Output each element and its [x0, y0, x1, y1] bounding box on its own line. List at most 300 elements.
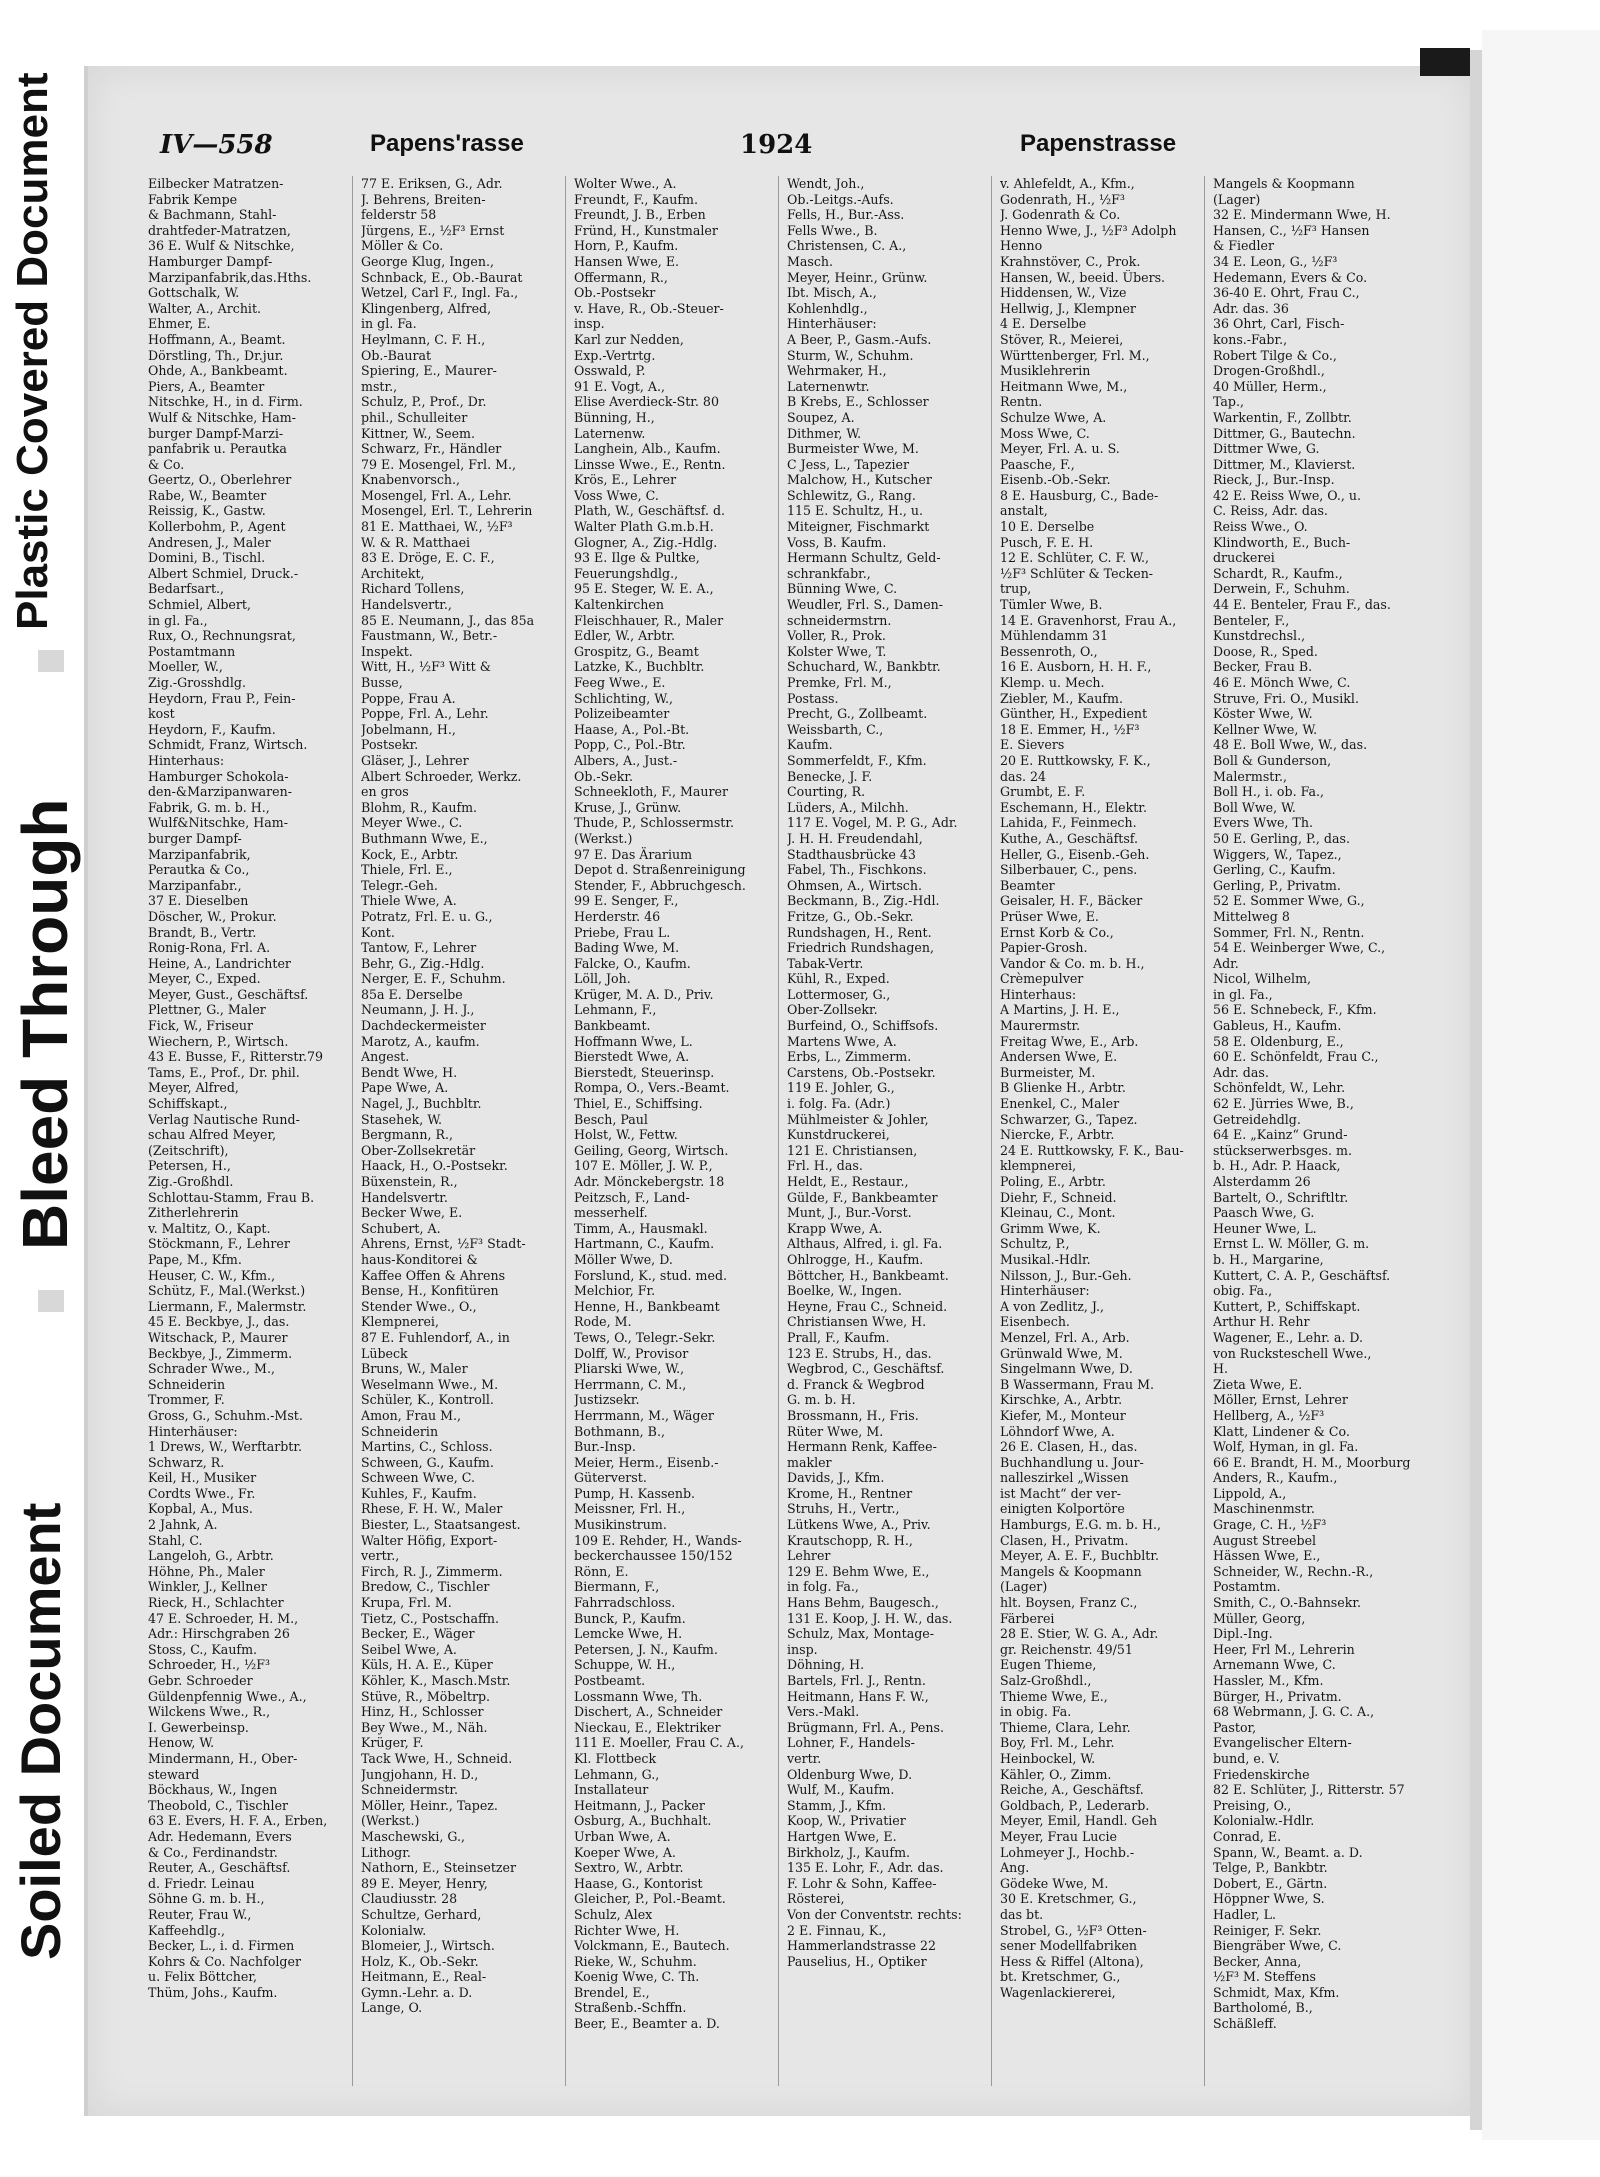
directory-entry-line: 111 E. Moeller, Frau C. A., — [574, 1735, 744, 1751]
directory-entry-line: Schrader Wwe., M., — [148, 1361, 275, 1377]
directory-entry-line: Christensen, C. A., — [787, 238, 907, 254]
directory-entry-line: Geertz, O., Oberlehrer — [148, 472, 292, 488]
directory-entry-line: Munt, J., Bur.-Vorst. — [787, 1205, 912, 1221]
directory-entry-line: Reuter, A., Geschäftsf. — [148, 1860, 291, 1876]
directory-entry-line: Heinbockel, W. — [1000, 1750, 1096, 1766]
directory-entry-line: Strobel, G., ½F³ Otten- — [1000, 1922, 1147, 1938]
directory-entry-line: Martens Wwe, A. — [787, 1033, 897, 1049]
directory-entry-line: Birkholz, J., Kaufm. — [787, 1844, 911, 1860]
directory-entry-line: Prall, F., Kaufm. — [787, 1329, 890, 1345]
directory-entry-line: Urban Wwe, A. — [574, 1828, 671, 1844]
directory-entry-line: Dittmer, G., Bautechn. — [1213, 425, 1356, 441]
directory-entry-line: Hellberg, A., ½F³ — [1213, 1407, 1325, 1423]
directory-entry-line: Krautschopp, R. H., — [787, 1532, 913, 1548]
directory-column-2 — [361, 176, 566, 2086]
page-spine-shadow — [1470, 50, 1482, 2130]
directory-entry-line: Zig.-Grosshdlg. — [148, 675, 246, 690]
directory-entry-line: Stöckmann, F., Lehrer — [148, 1236, 290, 1252]
directory-entry-line: Kittner, W., Seem. — [361, 425, 475, 441]
directory-entry-line: Krös, E., Lehrer — [574, 472, 677, 488]
directory-entry-line: 77 E. Eriksen, G., Adr. — [361, 176, 503, 191]
directory-entry-line: Musiklehrerin — [1000, 363, 1091, 379]
directory-entry-line: Ibt. Misch, A., — [787, 285, 877, 301]
directory-entry-line: Wiechern, P., Wirtsch. — [148, 1033, 289, 1049]
directory-entry-line: Crèmepulver — [1000, 971, 1084, 987]
directory-entry-line: Biester, L., Staatsangest. — [361, 1517, 521, 1533]
directory-entry-line: vertr. — [787, 1750, 822, 1766]
directory-entry-line: Thiel, E., Schiffsing. — [574, 1096, 703, 1112]
directory-entry-line: Hermann Schultz, Geld- — [787, 550, 941, 566]
directory-entry-line: Depot d. Straßenreinigung — [574, 862, 746, 878]
directory-entry-line: Ober-Zollsekretär — [361, 1142, 476, 1158]
directory-entry-line: Mosengel, Frl. A., Lehr. — [361, 487, 512, 503]
directory-entry-line: Boy, Frl. M., Lehr. — [1000, 1735, 1115, 1751]
directory-entry-line: Meyer, C., Exped. — [148, 971, 261, 987]
directory-entry-line: Papier-Grosh. — [1000, 940, 1088, 956]
directory-entry-line: Tews, O., Telegr.-Sekr. — [574, 1329, 716, 1345]
directory-entry-line: Sturm, W., Schuhm. — [787, 347, 914, 363]
directory-entry-line: 1 Drews, W., Werftarbtr. — [148, 1439, 302, 1455]
directory-entry-line: Seibel Wwe, A. — [361, 1641, 457, 1657]
directory-entry-line: Henno — [1000, 238, 1043, 254]
directory-entry-line: Moeller, W., — [148, 659, 223, 675]
directory-entry-line: beckerchaussee 150/152 — [574, 1548, 733, 1564]
directory-entry-line: Evers Wwe, Th. — [1213, 815, 1313, 831]
directory-entry-line: Warkentin, F., Zollbtr. — [1213, 409, 1352, 425]
directory-entry-line: Kellner Wwe, W. — [1213, 721, 1318, 737]
directory-column-5 — [1000, 176, 1205, 2086]
directory-entry-line: Dithmer, W. — [787, 425, 862, 441]
directory-entry-line: Nilsson, J., Bur.-Geh. — [1000, 1267, 1132, 1283]
directory-entry-line: burger Dampf- — [148, 830, 242, 846]
directory-entry-line: Postamtmann — [148, 643, 236, 659]
directory-entry-line: 135 E. Lohr, F., Adr. das. — [787, 1860, 944, 1876]
directory-entry-line: Firch, R. J., Zimmerm. — [361, 1563, 503, 1579]
directory-entry-line: kons.-Fabr., — [1213, 331, 1288, 347]
directory-entry-line: Osswald, P. — [574, 363, 646, 379]
directory-entry-line: Günther, H., Expedient — [1000, 706, 1148, 722]
directory-entry-line: Geiling, Georg, Wirtsch. — [574, 1142, 729, 1158]
directory-entry-line: Richard Tollens, — [361, 581, 465, 597]
directory-entry-line: Popp, C., Pol.-Btr. — [574, 737, 686, 753]
directory-entry-line: Adr. Hedemann, Evers — [148, 1828, 292, 1844]
directory-entry-line: Dolff, W., Provisor — [574, 1345, 689, 1361]
directory-entry-line: Böckhaus, W., Ingen — [148, 1782, 278, 1798]
directory-entry-line: Weudler, Frl. S., Damen- — [787, 597, 944, 613]
directory-entry-line: J. Behrens, Breiten- — [361, 191, 486, 207]
directory-entry-line: Biermann, F., — [574, 1579, 660, 1595]
directory-entry-line: Meier, Herm., Eisenb.- — [574, 1454, 719, 1470]
directory-entry-line: Hässen Wwe, E., — [1213, 1548, 1321, 1564]
directory-entry-line: Becker, E., Wäger — [361, 1626, 475, 1642]
directory-entry-line: Krupa, Frl. M. — [361, 1595, 452, 1611]
directory-entry-line: Schütz, F., Mal.(Werkst.) — [148, 1283, 306, 1299]
directory-entry-line: Hansen, C., ½F³ Hansen — [1213, 222, 1370, 238]
directory-entry-line: 82 E. Schlüter, J., Ritterstr. 57 — [1213, 1782, 1405, 1798]
directory-entry-line: August Streebel — [1213, 1532, 1317, 1548]
directory-entry-line: Tap., — [1213, 394, 1244, 410]
directory-entry-line: Handelsvertr., — [361, 597, 452, 613]
directory-entry-line: Schneiderin — [148, 1376, 226, 1392]
directory-entry-line: Dobert, E., Gärtn. — [1213, 1875, 1328, 1891]
directory-entry-line: Struhs, H., Vertr., — [787, 1501, 900, 1517]
directory-entry-line: Laternenwtr. — [787, 378, 870, 394]
directory-entry-line: Mittelweg 8 — [1213, 908, 1290, 924]
directory-entry-line: Schroeder, H., ½F³ — [148, 1657, 270, 1673]
directory-entry-line: Hartgen Wwe, E. — [787, 1828, 897, 1844]
directory-entry-line: Kont. — [361, 924, 395, 940]
directory-entry-line: Schwarz, Fr., Händler — [361, 441, 502, 457]
directory-entry-line: 58 E. Oldenburg, E., — [1213, 1033, 1344, 1049]
directory-entry-line: Kohrs & Co. Nachfolger — [148, 1953, 301, 1969]
directory-entry-line: Schulze Wwe, A. — [1000, 409, 1107, 425]
directory-entry-line: Zieta Wwe, E. — [1213, 1376, 1303, 1392]
directory-entry-line: Gottschalk, W. — [148, 285, 240, 301]
directory-entry-line: Poppe, Frl. A., Lehr. — [361, 706, 489, 722]
directory-entry-line: Blomeier, J., Wirtsch. — [361, 1938, 495, 1954]
directory-entry-line: phil., Schulleiter — [361, 409, 468, 425]
directory-entry-line: steward — [148, 1766, 200, 1782]
directory-entry-line: Clasen, H., Privatm. — [1000, 1532, 1129, 1548]
directory-entry-line: Trommer, F. — [148, 1392, 225, 1408]
directory-entry-line: Burmeister, M. — [1000, 1064, 1096, 1080]
directory-entry-line: Keil, H., Musiker — [148, 1470, 257, 1486]
directory-entry-line: Petersen, J. N., Kaufm. — [574, 1641, 718, 1657]
directory-entry-line: Conrad, E. — [1213, 1828, 1282, 1844]
directory-entry-line: Bartels, Frl. J., Rentn. — [787, 1673, 926, 1688]
directory-entry-line: Rüter Wwe, M. — [787, 1423, 884, 1439]
directory-entry-line: Heitmann, J., Packer — [574, 1797, 705, 1813]
directory-entry-line: Pauselius, H., Optiker — [787, 1953, 927, 1969]
directory-entry-line: Bankbeamt. — [574, 1018, 651, 1034]
directory-entry-line: Bothmann, B., — [574, 1423, 665, 1439]
directory-entry-line: Derwein, F., Schuhm. — [1213, 581, 1350, 597]
directory-entry-line: en gros — [361, 784, 409, 800]
directory-entry-line: 47 E. Schroeder, H. M., — [148, 1610, 299, 1626]
directory-entry-line: Malchow, H., Kutscher — [787, 472, 932, 488]
directory-entry-line: Martins, C., Schloss. — [361, 1439, 493, 1455]
directory-entry-line: Bedarfsart., — [148, 581, 225, 597]
directory-entry-line: (Lager) — [1213, 191, 1261, 207]
directory-entry-line: Tack Wwe, H., Schneid. — [361, 1750, 513, 1766]
directory-entry-line: sener Modellfabriken — [1000, 1938, 1138, 1954]
directory-entry-line: Heuner Wwe, L. — [1213, 1220, 1317, 1236]
directory-entry-line: Polizeibeamter — [574, 706, 670, 722]
directory-entry-line: gr. Reichenstr. 49/51 — [1000, 1641, 1133, 1657]
directory-entry-line: Ober-Zollsekr. — [787, 1002, 878, 1018]
directory-entry-line: Verlag Nautische Rund- — [148, 1111, 300, 1127]
directory-entry-line: Wolter Wwe., A. — [574, 176, 677, 191]
directory-entry-line: 119 E. Johler, G., — [787, 1080, 895, 1096]
directory-entry-line: Kiefer, M., Monteur — [1000, 1407, 1126, 1423]
directory-entry-line: Von der Conventstr. rechts: — [787, 1906, 962, 1922]
directory-column-6 — [1213, 176, 1418, 2086]
directory-entry-line: Möller, Heinr., Tapez. — [361, 1797, 498, 1813]
directory-entry-line: B Glienke H., Arbtr. — [1000, 1080, 1126, 1096]
directory-entry-line: 85 E. Neumann, J., das 85a — [361, 612, 535, 628]
directory-entry-line: Kohlenhdlg., — [787, 300, 868, 316]
directory-entry-line: Stender, F., Abbruchgesch. — [574, 877, 746, 893]
directory-entry-line: Grimm Wwe, K. — [1000, 1220, 1101, 1236]
directory-entry-line: Carstens, Ob.-Postsekr. — [787, 1064, 936, 1080]
directory-entry-line: Menzel, Frl. A., Arb. — [1000, 1329, 1130, 1345]
directory-entry-line: Henne, H., Bankbeamt — [574, 1298, 720, 1314]
directory-entry-line: Wetzel, Carl F., Ingl. Fa., — [361, 285, 519, 301]
directory-entry-line: Schüler, K., Kontroll. — [361, 1392, 494, 1408]
directory-entry-line: Andersen Wwe, E. — [1000, 1049, 1118, 1065]
directory-entry-line: Boll Wwe, W. — [1213, 799, 1296, 815]
directory-entry-line: Bergmann, R., — [361, 1127, 453, 1143]
directory-entry-line: Fahrradschloss. — [574, 1595, 676, 1611]
directory-entry-line: Beckmann, B., Zig.-Hdl. — [787, 893, 940, 909]
directory-entry-line: Schiffskapt., — [148, 1096, 228, 1112]
directory-entry-line: Ahrens, Ernst, ½F³ Stadt- — [361, 1236, 526, 1252]
directory-entry-line: (Werkst.) — [361, 1813, 420, 1829]
directory-entry-line: H. — [1213, 1361, 1228, 1377]
directory-entry-line: Güterverst. — [574, 1470, 647, 1486]
directory-entry-line: Prüser Wwe, E. — [1000, 908, 1099, 924]
directory-entry-line: Weselmann Wwe., M. — [361, 1376, 499, 1392]
directory-entry-line: Kopbal, A., Mus. — [148, 1501, 253, 1517]
directory-entry-line: Lossmann Wwe, Th. — [574, 1688, 703, 1704]
directory-entry-line: 131 E. Koop, J. H. W., das. — [787, 1610, 953, 1626]
directory-entry-line: Lippold, A., — [1213, 1485, 1287, 1501]
directory-entry-line: Grünwald Wwe, M. — [1000, 1345, 1123, 1361]
directory-entry-line: Klemp. u. Mech. — [1000, 675, 1105, 690]
directory-entry-line: Lehmann, G., — [574, 1766, 660, 1782]
directory-entry-line: Installateur — [574, 1782, 649, 1798]
directory-entry-line: Beamter — [1000, 877, 1055, 893]
directory-entry-line: Mangels & Koopmann — [1213, 176, 1355, 191]
directory-entry-line: Perautka & Co., — [148, 862, 250, 878]
directory-entry-line: Hinterhäuser: — [1000, 1283, 1090, 1299]
directory-entry-line: Bünning, H., — [574, 409, 655, 425]
directory-entry-line: Vandor & Co. m. b. H., — [1000, 955, 1145, 971]
directory-entry-line: Stoss, C., Kaufm. — [148, 1641, 258, 1657]
directory-entry-line: Domini, B., Tischl. — [148, 550, 266, 566]
directory-entry-line: Höhne, Ph., Maler — [148, 1563, 265, 1579]
directory-entry-line: Döscher, W., Prokur. — [148, 908, 277, 924]
directory-entry-line: 37 E. Dieselben — [148, 893, 249, 909]
directory-entry-line: 10 E. Derselbe — [1000, 519, 1095, 535]
directory-entry-line: & Fiedler — [1213, 238, 1274, 254]
directory-entry-line: Henow, W. — [148, 1735, 215, 1751]
directory-entry-line: Friedenskirche — [1213, 1766, 1310, 1782]
directory-entry-line: makler — [787, 1454, 832, 1470]
directory-entry-line: Henno Wwe, J., ½F³ Adolph — [1000, 222, 1177, 238]
directory-entry-line: Albert Schmiel, Druck.- — [148, 565, 299, 581]
directory-entry-line: Premke, Frl. M., — [787, 675, 892, 690]
directory-entry-line: den-&Marzipanwaren- — [148, 784, 292, 800]
directory-entry-line: Moss Wwe, C. — [1000, 425, 1090, 441]
directory-entry-line: Postbeamt. — [574, 1673, 646, 1688]
directory-entry-line: Masch. — [787, 253, 834, 269]
directory-entry-line: Ohlrogge, H., Kaufm. — [787, 1251, 924, 1267]
directory-entry-line: 28 E. Stier, W. G. A., Adr. — [1000, 1626, 1159, 1642]
directory-entry-line: 8 E. Hausburg, C., Bade- — [1000, 487, 1159, 503]
directory-entry-line: Maurermstr. — [1000, 1018, 1081, 1034]
directory-entry-line: Buchhandlung u. Jour- — [1000, 1454, 1144, 1470]
directory-entry-line: B Krebs, E., Schlosser — [787, 394, 929, 410]
directory-entry-line: Hinterhaus: — [148, 752, 225, 768]
directory-entry-line: & Co. — [148, 456, 185, 472]
directory-entry-line: Wegbrod, C., Geschäftsf. — [787, 1361, 945, 1377]
directory-entry-line: Schneidermstr. — [361, 1782, 459, 1798]
directory-entry-line: Lütkens Wwe, A., Priv. — [787, 1517, 931, 1533]
directory-entry-line: Bierstedt Wwe, A. — [574, 1049, 690, 1065]
directory-entry-line: Büxenstein, R., — [361, 1174, 458, 1189]
directory-entry-line: Piers, A., Beamter — [148, 378, 265, 394]
directory-entry-line: Hellwig, J., Klempner — [1000, 300, 1136, 316]
directory-entry-line: 54 E. Weinberger Wwe, C., — [1213, 940, 1386, 956]
directory-entry-line: Gerling, C., Kaufm. — [1213, 862, 1336, 878]
directory-entry-line: Lange, O. — [361, 2000, 423, 2016]
directory-entry-line: Gläser, J., Lehrer — [361, 752, 469, 768]
directory-entry-line: 56 E. Schnebeck, F., Kfm. — [1213, 1002, 1377, 1018]
directory-entry-line: Laternenw. — [574, 425, 646, 441]
directory-column-1 — [148, 176, 353, 2086]
directory-entry-line: Tantow, F., Lehrer — [361, 940, 477, 956]
directory-entry-line: 46 E. Mönch Wwe, C. — [1213, 675, 1351, 690]
directory-entry-line: I. Gewerbeinsp. — [148, 1719, 249, 1735]
directory-entry-line: Sommerfeldt, F., Kfm. — [787, 752, 927, 768]
directory-entry-line: Koenig Wwe, C. Th. — [574, 1969, 700, 1985]
directory-entry-line: 85a E. Derselbe — [361, 986, 463, 1002]
directory-entry-line: Adr. das. 36 — [1213, 300, 1289, 316]
directory-entry-line: 32 E. Mindermann Wwe, H. — [1213, 207, 1391, 223]
directory-entry-line: Maschewski, G., — [361, 1828, 466, 1844]
directory-year: 1924 — [740, 130, 813, 160]
directory-entry-line: Geisaler, H. F., Bäcker — [1000, 893, 1143, 909]
directory-entry-line: Dipl.-Ing. — [1213, 1626, 1273, 1642]
directory-entry-line: Hoffmann, A., Beamt. — [148, 331, 286, 347]
directory-entry-line: Heine, A., Landrichter — [148, 955, 291, 971]
directory-entry-line: Erbs, L., Zimmerm. — [787, 1049, 912, 1065]
directory-entry-line: Schulz, P., Prof., Dr. — [361, 394, 487, 410]
directory-entry-line: Boll & Gunderson, — [1213, 752, 1332, 768]
directory-entry-line: Nagel, J., Buchbltr. — [361, 1096, 482, 1112]
directory-entry-line: 97 E. Das Ärarium — [574, 846, 693, 862]
directory-entry-line: v. Have, R., Ob.-Steuer- — [574, 300, 724, 316]
directory-entry-line: 42 E. Reiss Wwe, O., u. — [1213, 487, 1362, 503]
directory-entry-line: Möller, Ernst, Lehrer — [1213, 1392, 1348, 1408]
directory-entry-line: 107 E. Möller, J. W. P., — [574, 1158, 713, 1174]
directory-entry-line: Wulf&Nitschke, Ham- — [148, 815, 288, 831]
directory-entry-line: Müller, Georg, — [1213, 1610, 1306, 1626]
directory-entry-line: klempnerei, — [1000, 1158, 1077, 1174]
directory-entry-line: A Beer, P., Gasm.-Aufs. — [787, 331, 932, 347]
directory-entry-line: Schmiel, Albert, — [148, 597, 251, 613]
directory-entry-line: Drogen-Großhdl., — [1213, 363, 1325, 379]
directory-entry-line: Hedemann, Evers & Co. — [1213, 269, 1368, 285]
directory-entry-line: Bierstedt, Steuerinsp. — [574, 1064, 715, 1080]
street-title-left: Papens'rasse — [370, 130, 524, 157]
directory-entry-line: Lehrer — [787, 1548, 831, 1564]
directory-entry-line: 99 E. Senger, F., — [574, 893, 679, 909]
directory-entry-line: 129 E. Behm Wwe, E., — [787, 1563, 930, 1579]
directory-entry-line: Albers, A., Just.- — [574, 752, 678, 768]
directory-entry-line: Gymn.-Lehr. a. D. — [361, 1984, 473, 2000]
directory-entry-line: Bur.-Insp. — [574, 1439, 636, 1455]
directory-entry-line: Gableus, H., Kaufm. — [1213, 1018, 1342, 1034]
directory-entry-line: obig. Fa., — [1213, 1283, 1273, 1299]
directory-entry-line: Hinz, H., Schlosser — [361, 1704, 484, 1720]
directory-entry-line: Nicol, Wilhelm, — [1213, 971, 1312, 987]
directory-entry-line: Witschack, P., Maurer — [148, 1329, 288, 1345]
directory-entry-line: Marzipanfabrik, — [148, 846, 251, 862]
directory-entry-line: 52 E. Sommer Wwe, G., — [1213, 893, 1365, 909]
directory-entry-line: v. Maltitz, O., Kapt. — [148, 1220, 271, 1236]
directory-entry-line: Plettner, G., Maler — [148, 1002, 266, 1018]
directory-entry-line: Thiele, Frl. E., — [361, 862, 453, 878]
directory-entry-line: Mindermann, H., Ober- — [148, 1750, 298, 1766]
directory-entry-line: Arthur H. Rehr — [1213, 1314, 1310, 1330]
directory-entry-line: Höppner Wwe, S. — [1213, 1891, 1325, 1907]
directory-entry-line: 117 E. Vogel, M. P. G., Adr. — [787, 815, 958, 831]
directory-entry-line: Thude, P., Schlossermstr. — [574, 815, 734, 831]
directory-entry-line: Holst, W., Fettw. — [574, 1127, 678, 1143]
directory-entry-line: Reissig, K., Gastw. — [148, 503, 266, 519]
directory-entry-line: Heuser, C. W., Kfm., — [148, 1267, 276, 1283]
directory-entry-line: Löll, Joh. — [574, 971, 631, 987]
directory-entry-line: Krahnstöver, C., Prok. — [1000, 253, 1141, 269]
directory-entry-line: Bünning Wwe, C. — [787, 581, 898, 597]
directory-entry-line: Schlottau-Stamm, Frau B. — [148, 1189, 315, 1205]
directory-entry-line: Kuthe, A., Geschäftsf. — [1000, 830, 1139, 846]
directory-entry-line: Eisenb.-Ob.-Sekr. — [1000, 472, 1111, 488]
directory-entry-line: Thieme Wwe, E., — [1000, 1688, 1108, 1704]
directory-entry-line: Stasehek, W. — [361, 1111, 443, 1127]
directory-entry-line: Schuchard, W., Bankbtr. — [787, 659, 941, 675]
directory-entry-line: George Klug, Ingen., — [361, 253, 494, 269]
directory-entry-line: Thiele Wwe, A. — [361, 893, 457, 909]
directory-entry-line: Inspekt. — [361, 643, 413, 659]
directory-entry-line: Latzke, K., Buchbltr. — [574, 659, 705, 675]
directory-entry-line: Lahida, F., Feinmech. — [1000, 815, 1137, 831]
directory-entry-line: Fabrik, G. m. b. H., — [148, 799, 270, 815]
directory-entry-line: 64 E. „Kainz“ Grund- — [1213, 1127, 1348, 1143]
directory-entry-line: Fleischhauer, R., Maler — [574, 612, 724, 628]
directory-entry-line: Fabrik Kempe — [148, 191, 238, 207]
directory-entry-line: Witt, H., ½F³ Witt & — [361, 659, 491, 675]
directory-entry-line: von Rucksteschell Wwe., — [1213, 1345, 1372, 1361]
directory-entry-line: Heydorn, Frau P., Fein- — [148, 690, 296, 706]
directory-entry-line: anstalt, — [1000, 503, 1048, 519]
directory-entry-line: Schween Wwe, C. — [361, 1470, 475, 1486]
directory-entry-line: Gebr. Schroeder — [148, 1673, 253, 1688]
directory-entry-line: 26 E. Clasen, H., das. — [1000, 1439, 1138, 1455]
directory-entry-line: A Martins, J. H. E., — [1000, 1002, 1120, 1018]
scan-defect-labels — [0, 72, 81, 2090]
directory-entry-line: b. H., Adr. P. Haack, — [1213, 1158, 1341, 1174]
directory-entry-line: Herrmann, C. M., — [574, 1376, 687, 1392]
directory-entry-line: Dörstling, Th., Dr.jur. — [148, 347, 284, 363]
directory-entry-line: Grospitz, G., Beamt — [574, 643, 699, 659]
directory-entry-line: Schneiderin — [361, 1423, 439, 1439]
directory-entry-line: Behr, G., Zig.-Hdlg. — [361, 955, 485, 971]
directory-entry-line: Ang. — [1000, 1860, 1030, 1876]
directory-entry-line: Sextro, W., Arbtr. — [574, 1860, 684, 1876]
directory-entry-line: in folg. Fa., — [787, 1579, 859, 1595]
directory-entry-line: Liermann, F., Malermstr. — [148, 1298, 307, 1314]
directory-entry-line: in gl. Fa. — [361, 316, 417, 332]
directory-column-4 — [787, 176, 992, 2086]
directory-entry-line: Besch, Paul — [574, 1111, 648, 1127]
directory-entry-line: Schultz, P., — [1000, 1236, 1070, 1252]
directory-entry-line: 109 E. Rehder, H., Wands- — [574, 1532, 742, 1548]
directory-entry-line: W. & R. Matthaei — [361, 534, 471, 550]
directory-entry-line: Anders, R., Kaufm., — [1213, 1470, 1338, 1486]
